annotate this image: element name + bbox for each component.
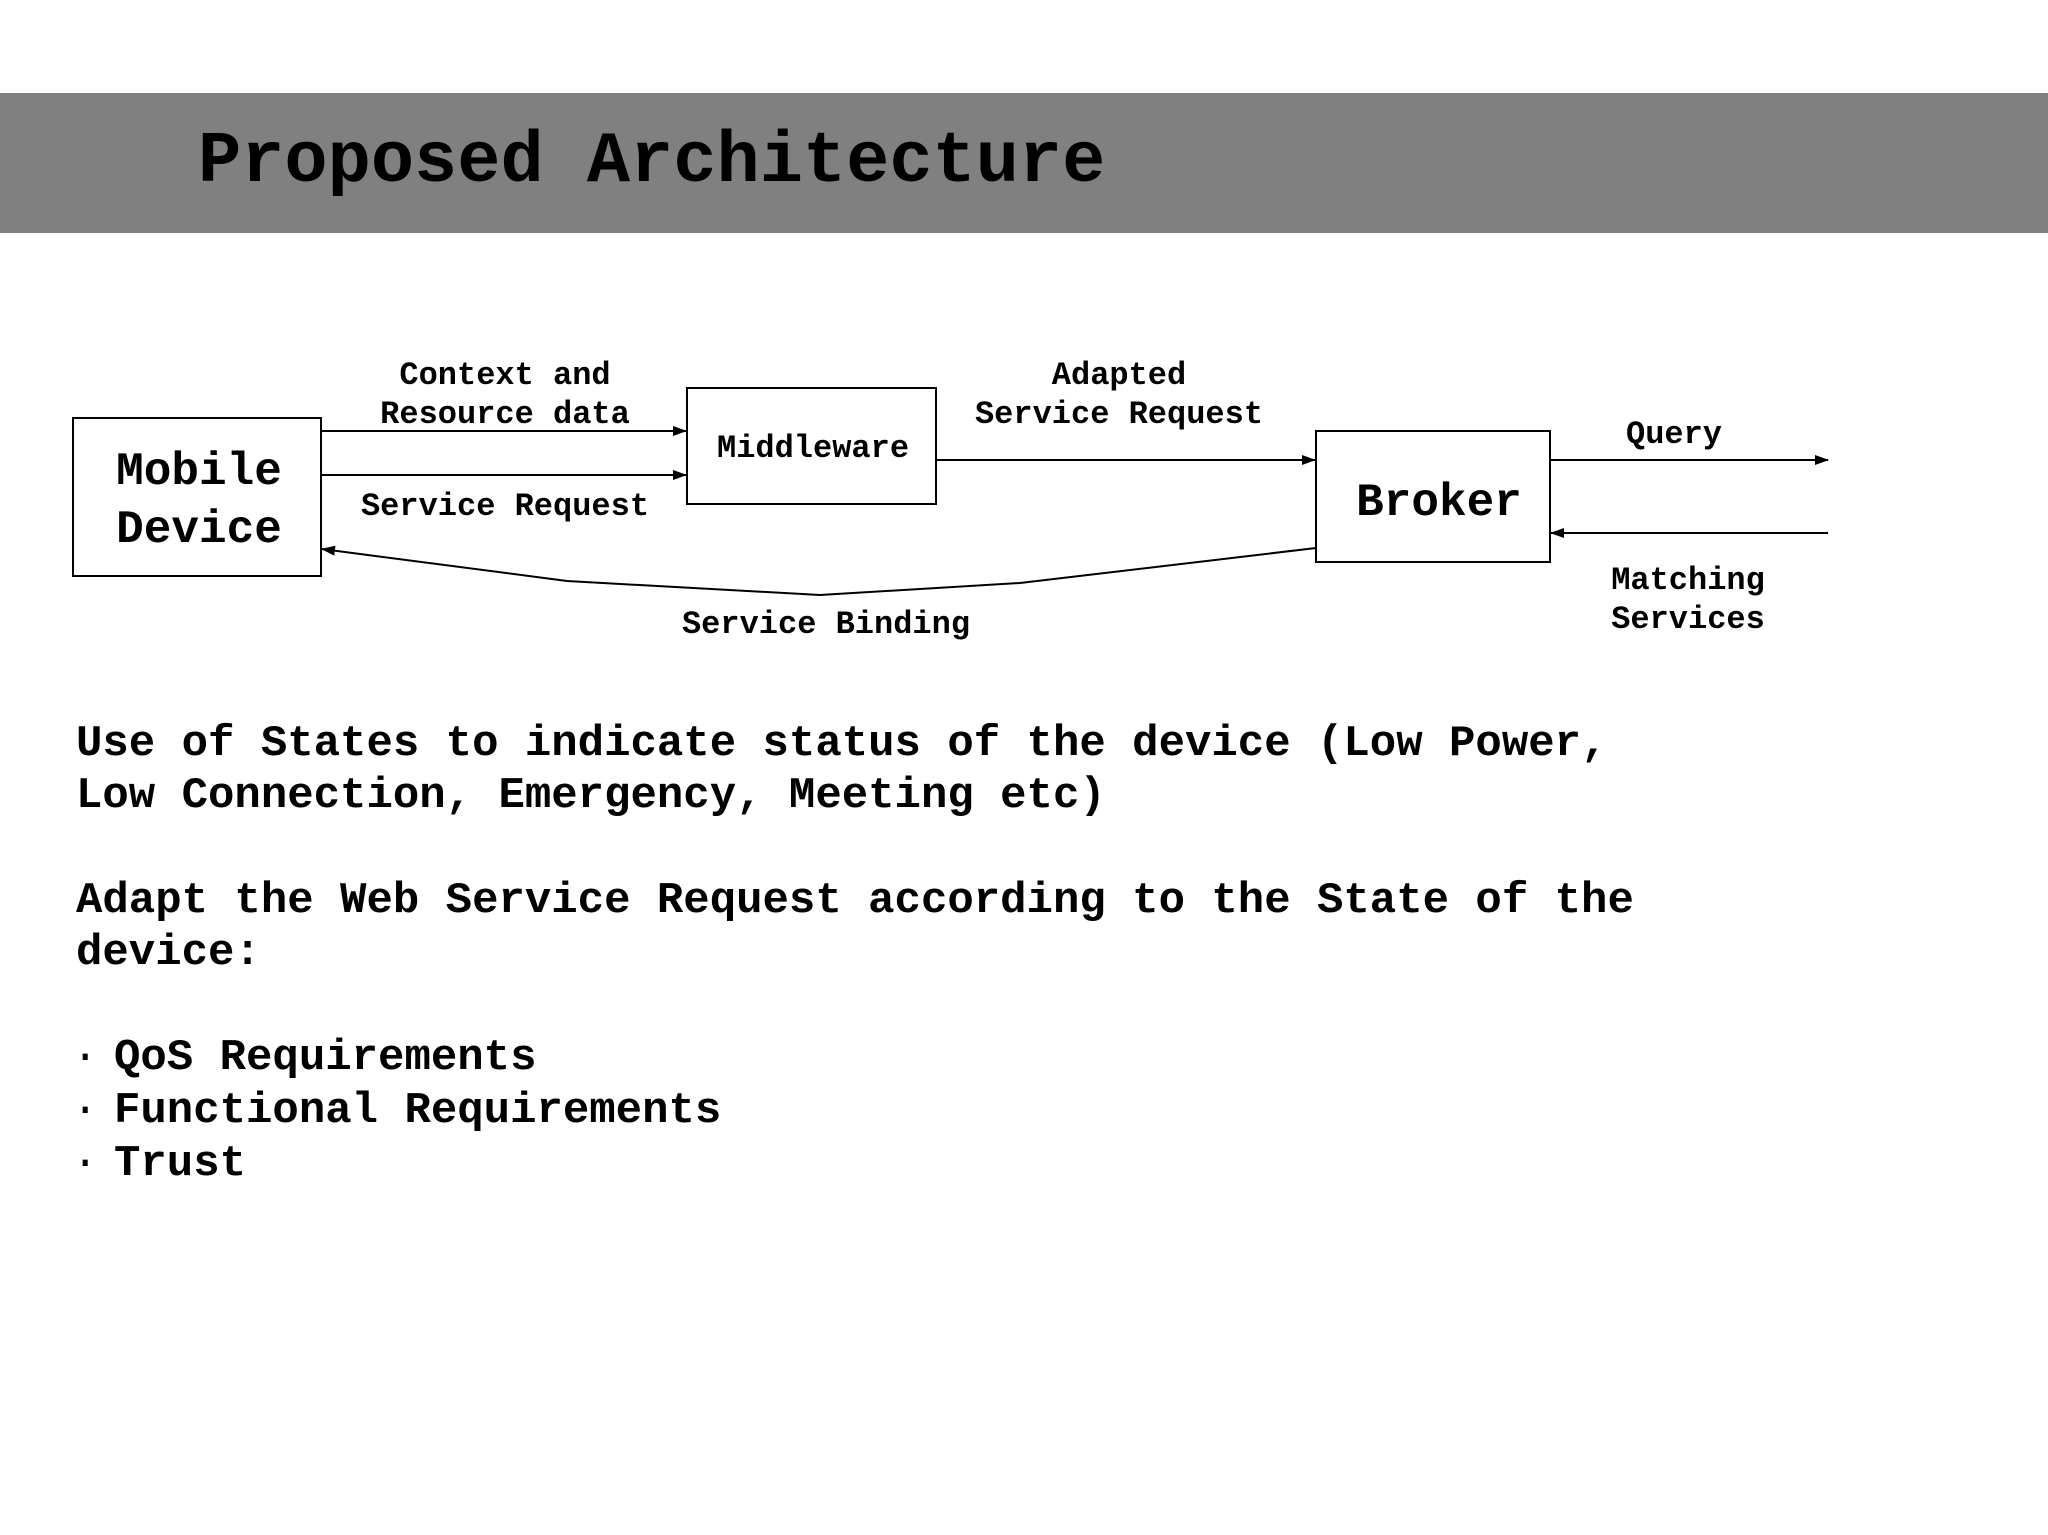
node-mobile-device xyxy=(73,418,321,576)
node-broker xyxy=(1316,431,1550,562)
service-binding-label: Service Binding xyxy=(681,606,971,643)
query-label: Query xyxy=(1625,416,1723,453)
mobile-device-label-line2: Device xyxy=(116,504,282,556)
node-middleware xyxy=(687,388,936,504)
list-item-label: Functional Requirements xyxy=(114,1086,722,1136)
context-resource-label-line1: Context and xyxy=(399,357,611,394)
adapted-request-label-line1: Adapted xyxy=(1051,357,1187,394)
adapted-request-label-line2: Service Request xyxy=(974,396,1264,433)
architecture-diagram xyxy=(0,0,2048,700)
list-item-label: QoS Requirements xyxy=(114,1033,537,1083)
matching-services-label-line1: Matching xyxy=(1611,562,1765,599)
states-paragraph xyxy=(76,718,1607,822)
states-paragraph-line2: Low Connection, Emergency, Meeting etc) xyxy=(76,771,1106,821)
slide-title: Proposed Architecture xyxy=(198,121,1106,203)
requirements-list xyxy=(72,1032,721,1191)
list-item xyxy=(72,1138,721,1191)
states-paragraph-line1: Use of States to indicate status of the device (Low Power, xyxy=(76,719,1608,769)
list-item xyxy=(72,1032,721,1085)
matching-services-label-line2: Services xyxy=(1611,601,1765,638)
middleware-label: Middleware xyxy=(716,430,910,467)
adapt-paragraph-line2: device: xyxy=(76,928,261,978)
context-resource-label-line2: Resource data xyxy=(380,396,630,433)
list-item-label: Trust xyxy=(114,1139,247,1189)
bullet-icon: · xyxy=(72,1086,99,1136)
mobile-device-label-line1: Mobile xyxy=(116,446,282,498)
service-request-label: Service Request xyxy=(360,488,650,525)
list-item xyxy=(72,1085,721,1138)
broker-label: Broker xyxy=(1356,477,1522,529)
bullet-icon: · xyxy=(72,1139,99,1189)
edge-service-binding-arrow xyxy=(322,548,1316,595)
adapt-paragraph xyxy=(76,875,1634,979)
bullet-icon: · xyxy=(72,1033,99,1083)
adapt-paragraph-line1: Adapt the Web Service Request according to the State of the xyxy=(76,876,1634,926)
